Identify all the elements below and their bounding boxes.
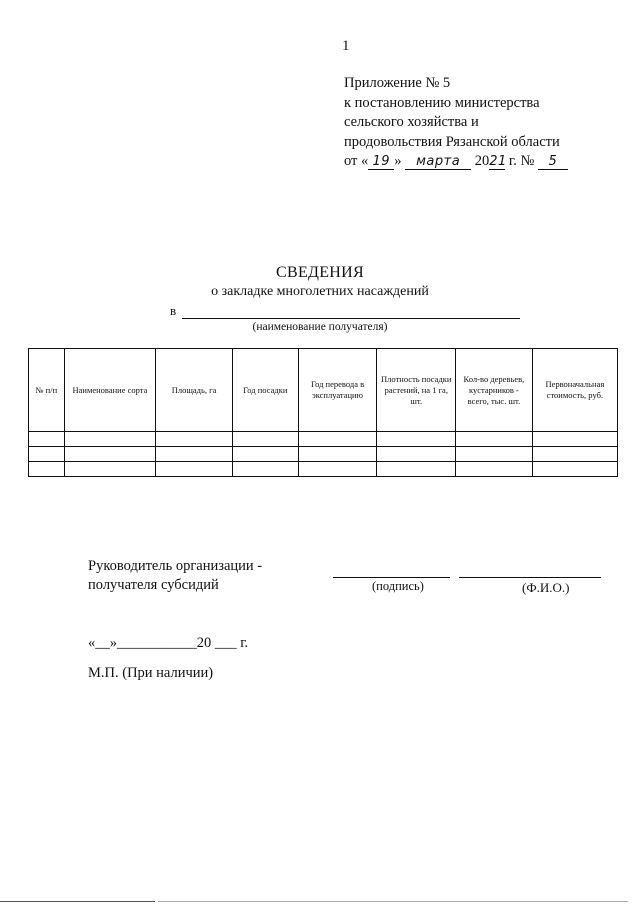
table-cell (298, 447, 377, 462)
document-title: СВЕДЕНИЯ (276, 264, 364, 281)
handwritten-number: 5 (538, 155, 568, 170)
table-cell (232, 432, 298, 447)
header-density: Плотность посадки растений, на 1 га, шт. (377, 349, 456, 432)
header-planting-year: Год посадки (232, 349, 298, 432)
table-header-row (29, 349, 618, 432)
table-cell (156, 432, 233, 447)
table-cell (156, 462, 233, 477)
table-cell (64, 432, 156, 447)
date-month-blank: ___________ (117, 635, 197, 651)
signature-line-1: Руководитель организации - (88, 558, 263, 574)
stamp-note: М.П. (При наличии) (88, 665, 214, 681)
recipient-prefix: в (170, 303, 177, 318)
header-operation-year: Год перевода в эксплуатацию (298, 349, 377, 432)
scan-edge-line (158, 901, 628, 902)
table-cell (64, 447, 156, 462)
table-cell (377, 432, 456, 447)
appendix-line-2: к постановлению министерства (344, 94, 540, 111)
date-year-blank: ___ (214, 635, 237, 651)
table-cell (156, 447, 233, 462)
header-variety: Наименование сорта (64, 349, 156, 432)
handwritten-month: марта (405, 155, 471, 170)
handwritten-year: 21 (489, 154, 507, 169)
year-g-number: г. № (508, 153, 535, 169)
table-cell (29, 447, 65, 462)
recipient-caption: (наименование получателя) (252, 321, 388, 333)
appendix-line-4: продовольствия Рязанской области (344, 133, 560, 150)
appendix-date-line (344, 152, 568, 172)
date-open: «__» (88, 635, 117, 651)
date-line (88, 635, 248, 652)
table-cell (298, 462, 377, 477)
table-cell (532, 462, 617, 477)
table-cell (377, 447, 456, 462)
name-blank-line (459, 577, 601, 578)
table-row (29, 432, 618, 447)
table-row (29, 462, 618, 477)
date-prefix: от « (344, 153, 369, 169)
page-number: 1 (342, 38, 350, 54)
signature-block (88, 557, 262, 595)
appendix-block (344, 74, 568, 172)
signature-line-2: получателя субсидий (88, 577, 219, 593)
date-year: 20 (196, 635, 212, 651)
date-day-close: » (394, 153, 402, 169)
header-area: Площадь, га (156, 349, 233, 432)
table-row (29, 447, 618, 462)
appendix-line-3: сельского хозяйства и (344, 114, 479, 130)
table-cell (456, 432, 533, 447)
handwritten-day: 19 (368, 155, 394, 170)
table-cell (532, 432, 617, 447)
signature-blank-line (333, 577, 450, 578)
data-table (28, 348, 618, 477)
document-subtitle: о закладке многолетних насаждений (211, 284, 429, 299)
signature-caption: (подпись) (372, 579, 424, 593)
table-cell (29, 432, 65, 447)
header-initial-cost: Первоначальная стоимость, руб. (532, 349, 617, 432)
scan-edge-line (0, 901, 155, 902)
table-cell (298, 432, 377, 447)
year-prefix: 20 (474, 153, 490, 169)
name-caption: (Ф.И.О.) (522, 580, 570, 595)
recipient-blank-line (182, 318, 520, 319)
table-cell (232, 462, 298, 477)
table-cell (456, 462, 533, 477)
header-number: № п/п (29, 349, 65, 432)
date-g: г. (240, 635, 249, 651)
table-cell (29, 462, 65, 477)
appendix-line-1: Приложение № 5 (344, 75, 451, 91)
header-tree-count: Кол-во деревьев, кустарников - всего, тыс. шт. (456, 349, 533, 432)
table-cell (64, 462, 156, 477)
table-cell (532, 447, 617, 462)
table-cell (232, 447, 298, 462)
table-cell (456, 447, 533, 462)
table-cell (377, 462, 456, 477)
